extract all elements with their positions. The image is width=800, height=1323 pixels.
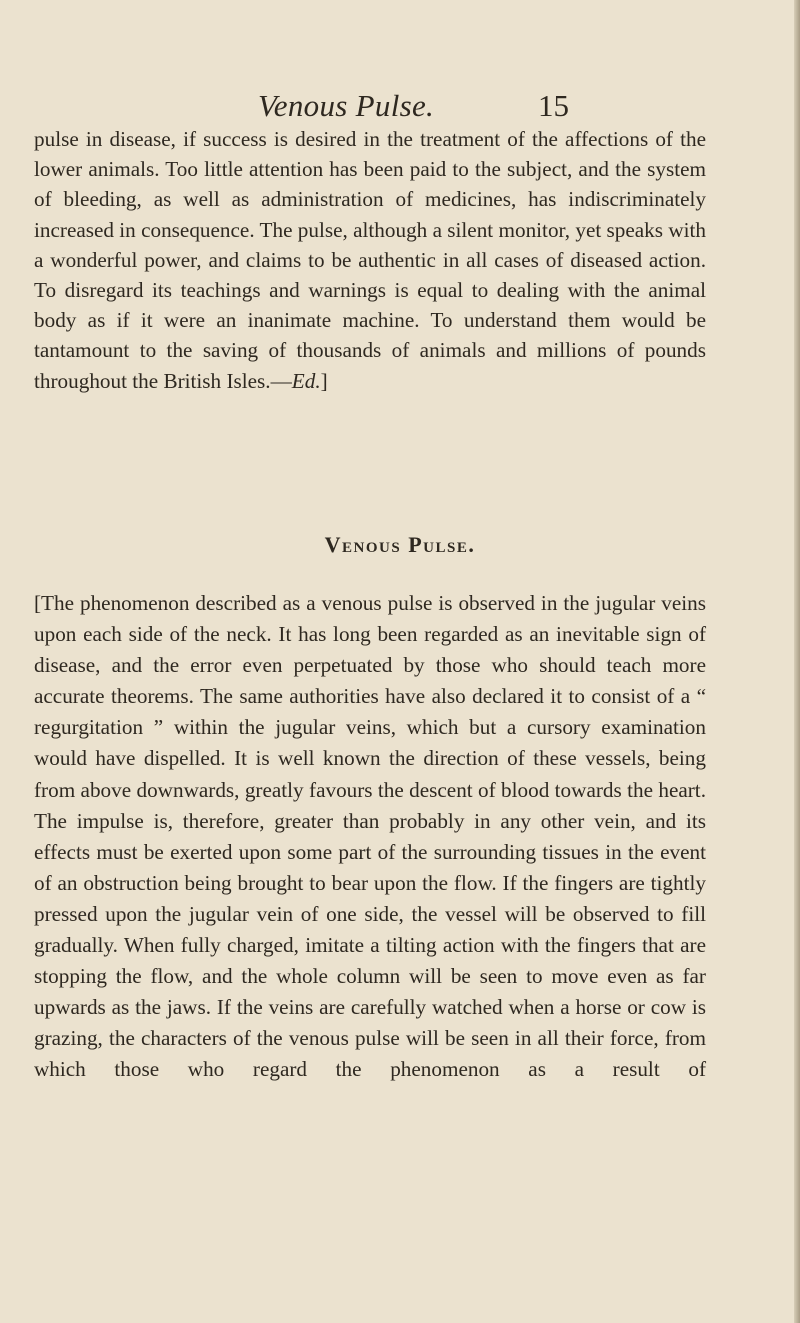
paragraph-1 xyxy=(34,124,706,396)
paragraph-2 xyxy=(34,588,706,1086)
editor-mark: Ed. xyxy=(291,368,321,393)
page-number: 15 xyxy=(538,88,569,123)
page-edge-shadow xyxy=(794,0,800,1323)
paragraph-1-text: pulse in disease, if success is desired in the treatment of the affections of the lower animals. Too little attention has been paid to the subject, and the system of bleeding, as well as administration of medicines, has indiscriminately increased in consequence. The pulse, although a silent monitor, yet speaks with a wonderful power, and claims to be authentic in all cases of diseased action. To disregard its teachings and warnings is equal to dealing with the animal body as if it were an inanimate machine. To understand them would be tantamount to the saving of thousands of animals and millions of pounds throughout the British Isles.— xyxy=(34,127,706,393)
paragraph-2-text: [The phenomenon described as a venous pulse is observed in the jugular veins upon each side of the neck. It has long been regarded as an inevitable sign of disease, and the error even perpetuated by those who should teach more accurate theorems. The same authorities have also declared it to consist of a “ regurgitation ” within the jugular veins, which but a cursory examination would have dispelled. It is well known the direction of these vessels, being from above downwards, greatly favours the descent of blood towards the heart. The impulse is, therefore, greater than probably in any other vein, and its effects must be exerted upon some part of the surrounding tissues in the event of an obstruction being brought to bear upon the flow. If the fingers are tightly pressed upon the jugular vein of one side, the vessel will be observed to fill gradually. When fully charged, imitate a tilting action with the fingers that are stopping the flow, and the whole column will be seen to move even as far upwards as the jaws. If the veins are carefully watched when a horse or cow is grazing, the characters of the venous pulse will be seen in all their force, from which those who regard the phenomenon as a result of xyxy=(34,591,706,1082)
section-heading: Venous Pulse. xyxy=(324,532,476,557)
running-head xyxy=(258,88,588,128)
closing-bracket: ] xyxy=(320,368,328,393)
running-title: Venous Pulse. xyxy=(258,88,435,123)
